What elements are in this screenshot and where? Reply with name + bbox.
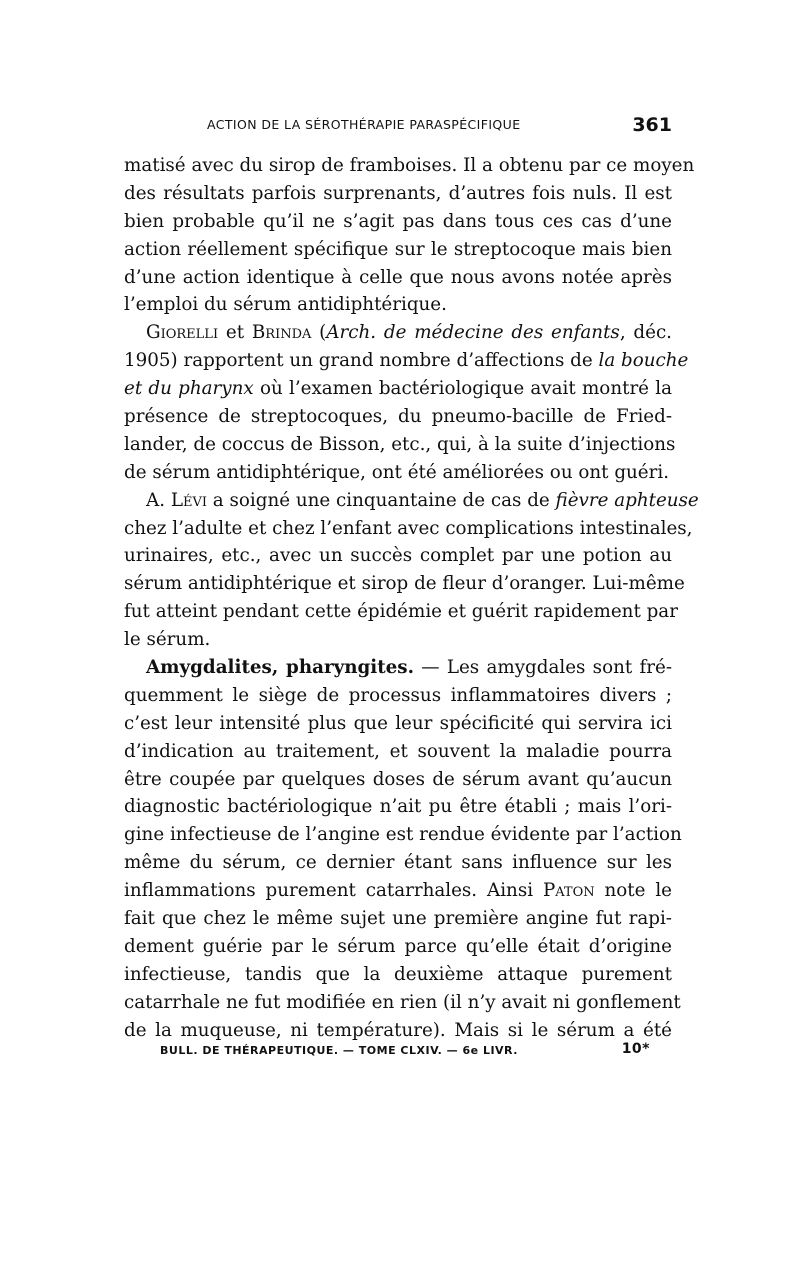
text-line: diagnostic bactériologique n’ait pu être établi ; mais l’ori- — [124, 796, 672, 818]
text-line: être coupée par quelques doses de sérum avant qu’aucun — [124, 768, 672, 790]
sheet-signature: 10* — [621, 1041, 650, 1057]
text-line: infectieuse, tandis que la deuxième attaque purement — [124, 963, 672, 985]
text-line: catarrhale ne fut modifiée en rien (il n’y avait ni gonflement — [124, 991, 681, 1013]
text-line: c’est leur intensité plus que leur spécificité qui servira ici — [124, 712, 672, 734]
italic-term: et du pharynx — [124, 378, 254, 400]
text-span: ( — [311, 322, 327, 344]
text-span: a soigné une cinquantaine de cas de — [206, 489, 556, 511]
author-name: Brinda — [251, 322, 312, 344]
journal-title: Arch. de médecine des enfants — [326, 322, 620, 344]
text-line: gine infectieuse de l’angine est rendue évidente par l’action — [124, 824, 682, 846]
running-title: ACTION DE LA SÉROTHÉRAPIE PARASPÉCIFIQUE — [207, 117, 521, 132]
text-line: quemment le siège de processus inflammatoires divers ; — [124, 684, 672, 706]
text-line — [124, 375, 672, 403]
text-line: de sérum antidiphtérique, ont été améliorées ou ont guéri. — [124, 461, 670, 483]
journal-signature: BULL. DE THÉRAPEUTIQUE. — TOME CLXIV. — 6e LIVR. — [160, 1044, 518, 1057]
italic-term: la bouche — [598, 350, 689, 372]
text-line: sérum antidiphtérique et sirop de fleur d’oranger. Lui-même — [124, 573, 685, 595]
text-line: fait que chez le même sujet une première angine fut rapi- — [124, 908, 672, 930]
text-line: urinaires, etc., avec un succès complet par une potion au — [124, 545, 672, 567]
page-footer — [160, 1041, 650, 1061]
text-line: chez l’adulte et chez l’enfant avec complications intestinales, — [124, 517, 693, 539]
text-span: A. — [146, 489, 171, 511]
text-line — [124, 654, 672, 682]
text-span: note le — [594, 880, 673, 902]
text-line: action réellement spécifique sur le streptocoque mais bien — [124, 238, 672, 260]
text-line: d’une action identique à celle que nous avons notée après — [124, 266, 672, 288]
text-line — [124, 347, 689, 375]
text-span: inflammations purement catarrhales. Ainsi — [124, 880, 543, 902]
author-name: Giorelli — [146, 322, 219, 344]
body-text — [124, 152, 699, 1045]
text-line: même du sérum, ce dernier étant sans influence sur les — [124, 852, 672, 874]
text-span: et — [218, 322, 252, 344]
text-span: où l’examen bactériologique avait montré la — [253, 378, 672, 400]
text-line — [124, 319, 672, 347]
running-header — [125, 114, 672, 140]
text-line: dement guérie par le sérum parce qu’elle était d’origine — [124, 935, 672, 957]
text-line: lander, de coccus de Bisson, etc., qui, à la suite d’injections — [124, 433, 676, 455]
text-line: le sérum. — [124, 629, 211, 651]
text-span: 1905) rapportent un grand nombre d’affections de — [124, 350, 599, 372]
author-name: Lévi — [170, 489, 207, 511]
text-line — [124, 487, 699, 515]
text-line: fut atteint pendant cette épidémie et guérit rapidement par — [124, 601, 678, 623]
text-line: de la muqueuse, ni température). Mais si le sérum a été — [124, 1019, 672, 1041]
text-line: bien probable qu’il ne s’agit pas dans tous ces cas d’une — [124, 210, 672, 232]
page-number: 361 — [632, 114, 672, 136]
text-line: matisé avec du sirop de framboises. Il a obtenu par ce moyen — [124, 155, 695, 176]
section-heading: Amygdalites, pharyngites. — [146, 657, 414, 679]
text-line: des résultats parfois surprenants, d’autres fois nuls. Il est — [124, 182, 672, 204]
text-span: — Les amygdales sont fré- — [413, 657, 672, 679]
text-line: présence de streptocoques, du pneumo-bacille de Fried- — [124, 406, 672, 428]
text-line: l’emploi du sérum antidiphtérique. — [124, 294, 447, 316]
author-name: Paton — [542, 880, 595, 902]
text-span: , déc. — [619, 322, 672, 344]
text-line: d’indication au traitement, et souvent la maladie pourra — [124, 740, 672, 762]
text-line — [124, 877, 672, 905]
italic-term: fièvre aphteuse — [555, 489, 699, 511]
